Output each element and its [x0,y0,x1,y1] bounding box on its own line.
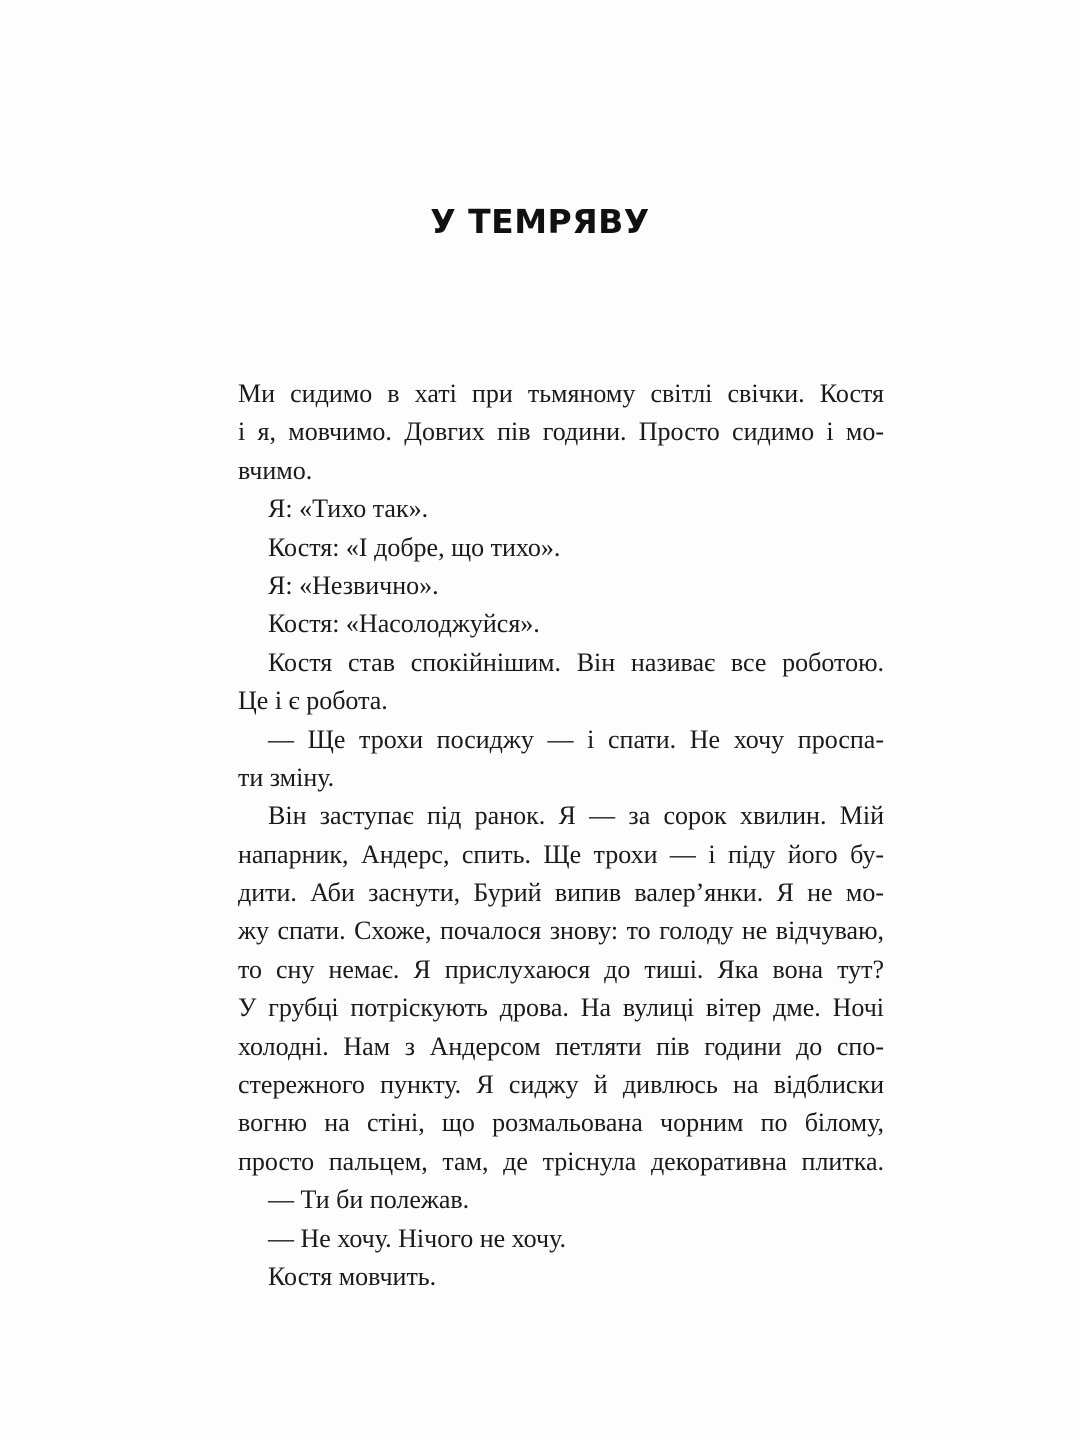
text-line: ти зміну. [238,762,335,792]
text-line: просто пальцем, там, де тріснула декоративна плитка. [238,1146,884,1176]
text-line: — Не хочу. Нічого не хочу. [268,1223,566,1253]
text-line: Ми сидимо в хаті при тьмяному світлі свічки. Костя [238,379,884,408]
text-line: Він заступає під ранок. Я — за сорок хвилин. Мій [268,801,884,831]
text-line: і я, мовчимо. Довгих пів години. Просто сидимо і мо- [238,417,884,447]
text-line: У грубці потріскують дрова. На вулиці вітер дме. Ночі [238,993,884,1023]
text-line: жу спати. Схоже, почалося знову: то голоду не відчуваю, [238,916,884,946]
text-line: — Ти би полежав. [268,1185,470,1215]
text-line: дити. Аби заснути, Бурий випив валер’янки. Я не мо- [238,878,884,908]
text-line: Костя став спокійнішим. Він називає все роботою. [268,647,884,677]
text-line: стережного пункту. Я сиджу й дивлюсь на відблиски [238,1070,884,1100]
text-line: напарник, Андерс, спить. Ще трохи — і піду його бу- [238,839,884,869]
chapter-title: У ТЕМРЯВУ [430,202,650,241]
text-line: вогню на стіні, що розмальована чорним по білому, [238,1108,884,1138]
text-line: вчимо. [238,455,313,485]
body-text [238,375,884,1296]
text-line: Костя: «Насолоджуйся». [268,609,540,639]
text-line: Це і є робота. [238,686,388,716]
text-line: Я: «Тихо так». [268,494,429,524]
text-line: Я: «Незвично». [268,570,439,600]
text-line: Костя: «І добре, що тихо». [268,532,561,562]
text-line: Костя мовчить. [268,1261,437,1291]
text-line: холодні. Нам з Андерсом петляти пів години до спо- [238,1031,884,1061]
text-line: то сну немає. Я прислухаюся до тиші. Яка вона тут? [238,954,884,984]
text-line: — Ще трохи посиджу — і спати. Не хочу проспа- [268,724,884,754]
